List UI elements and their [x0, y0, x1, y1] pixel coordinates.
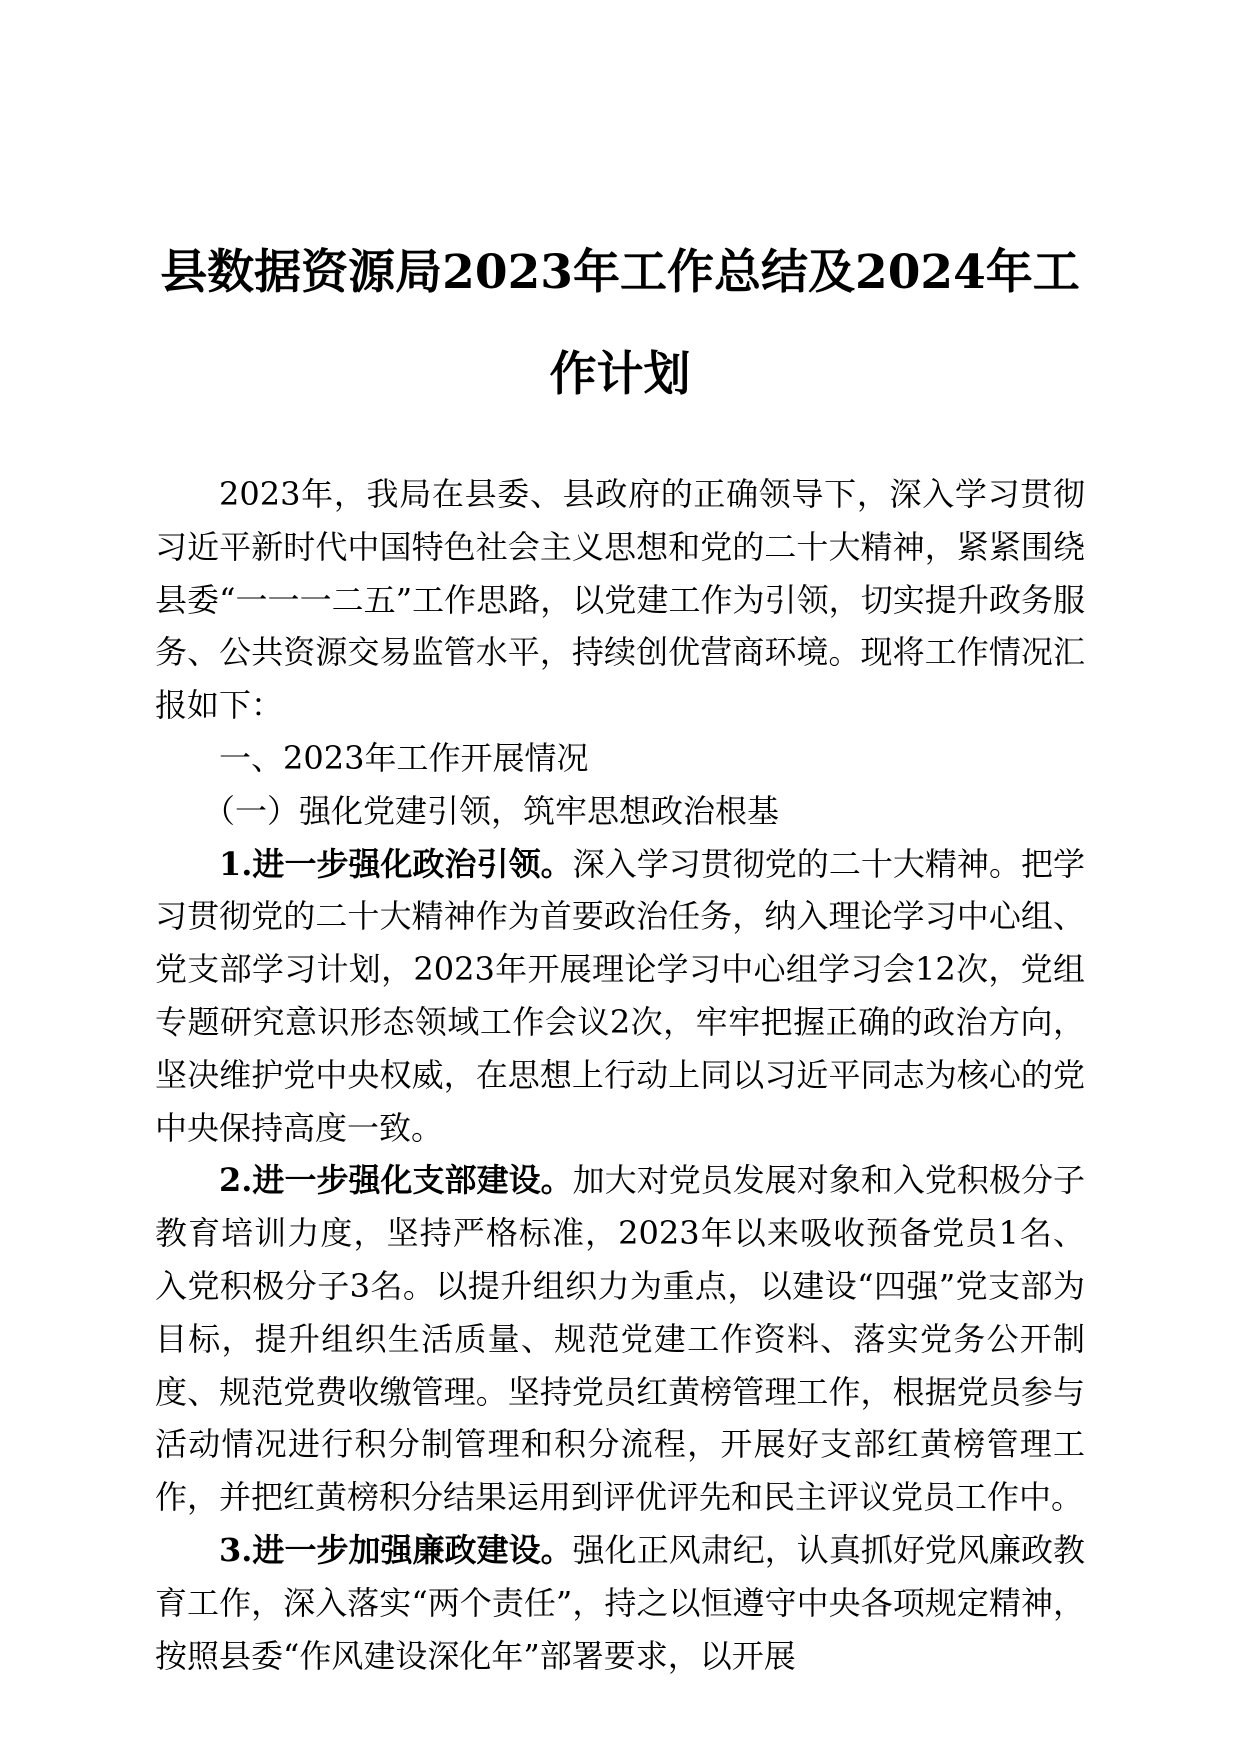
document-body — [155, 468, 1085, 1682]
item-paragraph-3 — [155, 1524, 1085, 1682]
subsection-heading: （一）强化党建引领，筑牢思想政治根基 — [203, 791, 780, 830]
item-paragraph-1 — [155, 838, 1085, 1155]
item-title: 1.进一步强化政治引领。 — [219, 844, 573, 883]
item-paragraph-2 — [155, 1154, 1085, 1524]
intro-paragraph: 2023年，我局在县委、县政府的正确领导下，深入学习贯彻习近平新时代中国特色社会主义思想和党的二十大精神，紧紧围绕县委“一一一二五”工作思路，以党建工作为引领，切实提升政务服务、公共资源交易监管水平，持续创优营商环境。现将工作情况汇报如下： — [155, 475, 1085, 725]
item-text: 加大对党员发展对象和入党积极分子教育培训力度，坚持严格标准，2023年以来吸收预备党员1名、入党积极分子3名。以提升组织力为重点，以建设“四强”党支部为目标，提升组织生活质量、规范党建工作资料、落实党务公开制度、规范党费收缴管理。坚持党员红黄榜管理工作，根据党员参与活动情况进行积分制管理和积分流程，开展好支部红黄榜管理工作，并把红黄榜积分结果运用到评优评先和民主评议党员工作中。 — [155, 1161, 1085, 1517]
item-text: 强化正风肃纪，认真抓好党风廉政教育工作，深入落实“两个责任”，持之以恒遵守中央各项规定精神，按照县委“作风建设深化年”部署要求，以开展 — [155, 1530, 1085, 1675]
item-text: 深入学习贯彻党的二十大精神。把学习贯彻党的二十大精神作为首要政治任务，纳入理论学习中心组、党支部学习计划，2023年开展理论学习中心组学习会12次，党组专题研究意识形态领域工作会议2次，牢牢把握正确的政治方向，坚决维护党中央权威，在思想上行动上同以习近平同志为核心的党中央保持高度一致。 — [155, 844, 1085, 1147]
section-heading: 一、2023年工作开展情况 — [219, 738, 589, 777]
item-title: 2.进一步强化支部建设。 — [219, 1161, 573, 1200]
item-title: 3.进一步加强廉政建设。 — [219, 1530, 573, 1569]
document-title: 县数据资源局2023年工作总结及2024年工作计划 — [160, 245, 1080, 402]
